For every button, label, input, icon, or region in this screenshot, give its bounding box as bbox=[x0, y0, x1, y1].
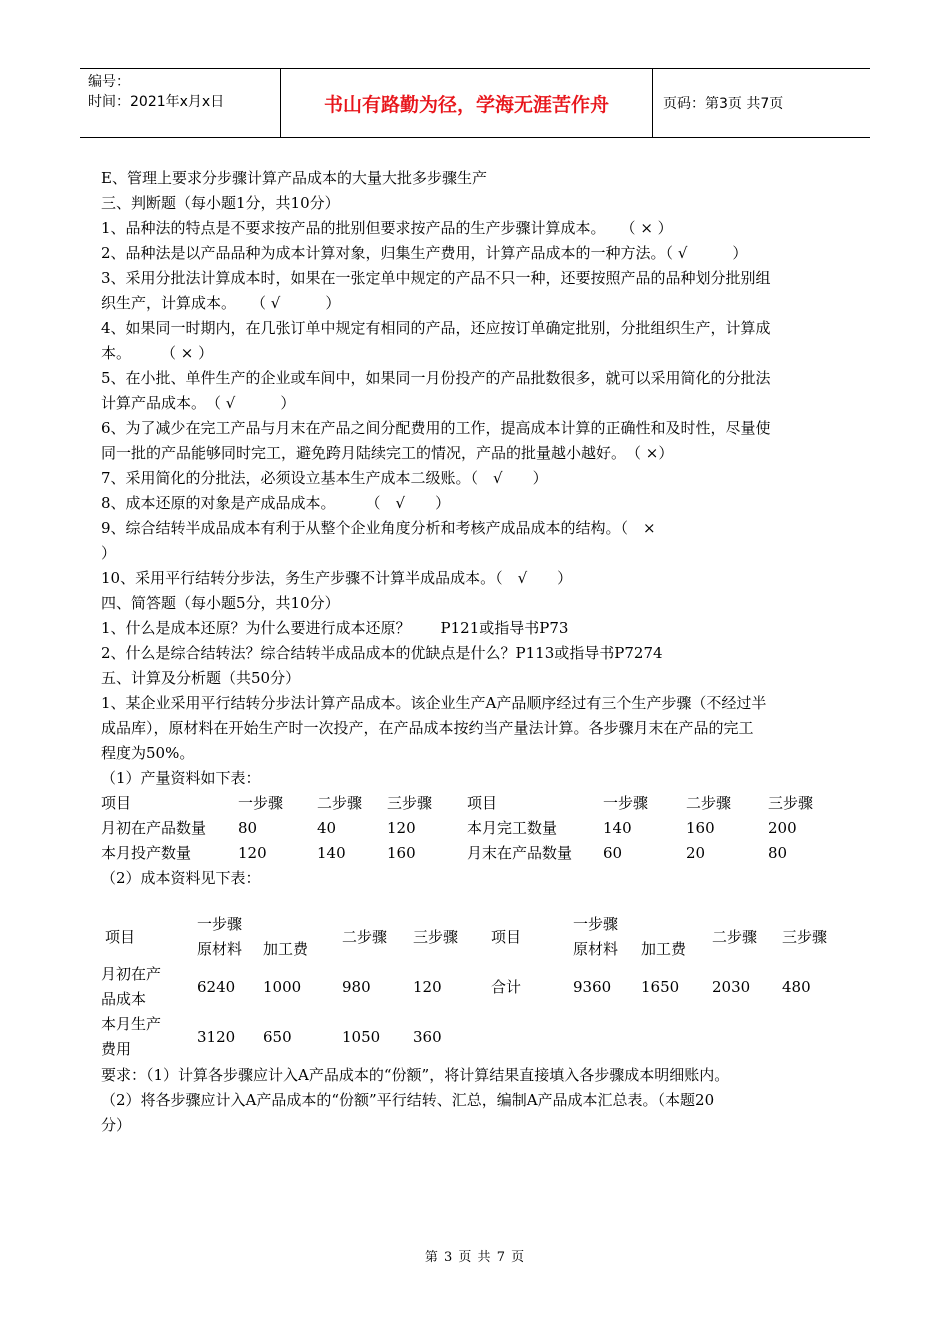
page-header bbox=[80, 68, 870, 138]
qty-cell: 40 bbox=[317, 819, 337, 837]
qty-header-cell: 二步骤 bbox=[686, 794, 732, 812]
cost-total-cell: 9360 bbox=[573, 978, 612, 996]
header-left bbox=[80, 69, 280, 137]
qty-cell: 160 bbox=[686, 819, 715, 837]
cost-header-material2: 原材料 bbox=[573, 940, 619, 958]
cost-header-material: 原材料 bbox=[197, 940, 243, 958]
requirement-line: 分） bbox=[101, 1116, 132, 1134]
text-line: 同一批的产品能够同时完工，避免跨月陆续完工的情况，产品的批量越小越好。 （ ×） bbox=[101, 444, 674, 462]
qty-cell: 20 bbox=[686, 844, 706, 862]
qty-header-cell: 三步骤 bbox=[768, 794, 814, 812]
cost-header-step2b: 二步骤 bbox=[712, 928, 758, 946]
text-line: E、管理上要求分步骤计算产品成本的大量大批多步骤生产 bbox=[101, 169, 487, 187]
text-line: （1）产量资料如下表： bbox=[101, 769, 261, 787]
qty-header-cell: 项目 bbox=[467, 794, 498, 812]
cost-row1-label: 品成本 bbox=[101, 990, 147, 1008]
header-motto: 书山有路勤为径，学海无涯苦作舟 bbox=[280, 69, 653, 137]
qty-header-cell: 二步骤 bbox=[317, 794, 363, 812]
cost-cell: 650 bbox=[263, 1028, 292, 1046]
qty-cell: 80 bbox=[768, 844, 788, 862]
cost-row2-label: 本月生产 bbox=[101, 1015, 162, 1033]
cost-cell: 1000 bbox=[263, 978, 302, 996]
quantity-table-header bbox=[101, 791, 851, 816]
text-line: 5、在小批、单件生产的企业或车间中，如果同一月份投产的产品批数很多，就可以采用简化的分批法 bbox=[101, 369, 771, 387]
text-line: 三、判断题（每小题1分，共10分） bbox=[101, 194, 340, 212]
text-line: 7、采用简化的分批法，必须设立基本生产成本二级账。（ √ ） bbox=[101, 469, 548, 487]
qty-cell: 120 bbox=[387, 819, 416, 837]
cost-header-item: 项目 bbox=[105, 928, 136, 946]
cost-row1-label: 月初在产 bbox=[101, 965, 162, 983]
cost-header-step1b: 一步骤 bbox=[573, 915, 619, 933]
qty-cell: 月末在产品数量 bbox=[467, 844, 573, 862]
page-footer: 第 3 页 共 7 页 bbox=[424, 1250, 526, 1265]
text-line: 2、品种法是以产品品种为成本计算对象，归集生产费用，计算产品成本的一种方法。（ √ ） bbox=[101, 244, 748, 262]
text-line: 程度为50%。 bbox=[101, 744, 195, 762]
header-page-label: 页码：第3页 共7页 bbox=[663, 96, 784, 112]
cost-header-step2: 二步骤 bbox=[342, 928, 388, 946]
quantity-table bbox=[101, 791, 851, 866]
cost-header-process: 加工费 bbox=[263, 940, 309, 958]
text-line: 3、采用分批法计算成本时，如果在一张定单中规定的产品不只一种，还要按照产品的品种划分批别组 bbox=[101, 269, 771, 287]
cost-cell: 1050 bbox=[342, 1028, 381, 1046]
text-line: 2、什么是综合结转法？综合结转半成品成本的优缺点是什么？P113或指导书P7274 bbox=[101, 644, 663, 662]
cost-table-caption: （2）成本资料见下表： bbox=[101, 869, 261, 887]
cost-header-item2: 项目 bbox=[491, 928, 522, 946]
document-number-label: 编号： bbox=[88, 74, 130, 90]
cost-cell: 120 bbox=[413, 978, 442, 996]
qty-header-cell: 一步骤 bbox=[238, 794, 284, 812]
cost-header-step3b: 三步骤 bbox=[782, 928, 828, 946]
text-lines bbox=[101, 166, 851, 791]
qty-cell: 120 bbox=[238, 844, 267, 862]
cost-row2-label: 费用 bbox=[101, 1040, 132, 1058]
document-body bbox=[101, 166, 851, 1138]
text-line: 1、某企业采用平行结转分步法计算产品成本。该企业生产A产品顺序经过有三个生产步骤（不经过半 bbox=[101, 694, 767, 712]
text-line: 6、为了减少在完工产品与月末在产品之间分配费用的工作，提高成本计算的正确性和及时性，尽量使 bbox=[101, 419, 771, 437]
cost-total-cell: 1650 bbox=[641, 978, 680, 996]
text-line: 10、采用平行结转分步法，务生产步骤不计算半成品成本。（ √ ） bbox=[101, 569, 573, 587]
text-line: 五、计算及分析题（共50分） bbox=[101, 669, 301, 687]
cost-table bbox=[101, 891, 851, 1058]
qty-header-cell: 一步骤 bbox=[603, 794, 649, 812]
cost-cell: 980 bbox=[342, 978, 371, 996]
requirement-line: 要求：（1）计算各步骤应计入A产品成本的“份额”，将计算结果直接填入各步骤成本明细账内。 bbox=[101, 1066, 730, 1084]
cost-cell: 6240 bbox=[197, 978, 236, 996]
text-line: ） bbox=[101, 544, 117, 562]
cost-total-cell: 2030 bbox=[712, 978, 751, 996]
qty-cell: 本月完工数量 bbox=[467, 819, 558, 837]
qty-cell: 本月投产数量 bbox=[101, 844, 192, 862]
cost-header-process2: 加工费 bbox=[641, 940, 687, 958]
document-time-label: 时间：2021年x月x日 bbox=[88, 94, 225, 110]
cost-cell: 3120 bbox=[197, 1028, 236, 1046]
text-line: 1、什么是成本还原？为什么要进行成本还原？ P121或指导书P73 bbox=[101, 619, 569, 637]
quantity-table-row bbox=[101, 841, 851, 866]
text-line: 1、品种法的特点是不要求按产品的批别但要求按产品的生产步骤计算成本。 （ × ） bbox=[101, 219, 673, 237]
cost-total-label: 合计 bbox=[491, 978, 522, 996]
qty-cell: 140 bbox=[603, 819, 632, 837]
cost-total-cell: 480 bbox=[782, 978, 811, 996]
text-line: 本。 （ × ） bbox=[101, 344, 214, 362]
qty-cell: 200 bbox=[768, 819, 797, 837]
quantity-table-row bbox=[101, 816, 851, 841]
cost-cell: 360 bbox=[413, 1028, 442, 1046]
text-line: 8、成本还原的对象是产成品成本。 （ √ ） bbox=[101, 494, 451, 512]
qty-cell: 60 bbox=[603, 844, 623, 862]
text-line: 成品库），原材料在开始生产时一次投产，在产品成本按约当产量法计算。各步骤月末在产品的完工 bbox=[101, 719, 754, 737]
text-line: 9、综合结转半成品成本有利于从整个企业角度分析和考核产成品成本的结构。（ × bbox=[101, 519, 656, 537]
qty-header-cell: 项目 bbox=[101, 794, 132, 812]
text-line: 4、如果同一时期内，在几张订单中规定有相同的产品，还应按订单确定批别，分批组织生产，计算成 bbox=[101, 319, 771, 337]
text-line: 四、简答题（每小题5分，共10分） bbox=[101, 594, 340, 612]
cost-header-step3: 三步骤 bbox=[413, 928, 459, 946]
qty-cell: 160 bbox=[387, 844, 416, 862]
cost-header-step1: 一步骤 bbox=[197, 915, 243, 933]
qty-cell: 80 bbox=[238, 819, 258, 837]
text-line: 织生产，计算成本。 （ √ ） bbox=[101, 294, 341, 312]
text-line: 计算产品成本。 （ √ ） bbox=[101, 394, 296, 412]
qty-header-cell: 三步骤 bbox=[387, 794, 433, 812]
requirement-line: （2）将各步骤应计入A产品成本的“份额”平行结转、汇总，编制A产品成本汇总表。（本题20 bbox=[101, 1091, 715, 1109]
qty-cell: 月初在产品数量 bbox=[101, 819, 207, 837]
qty-cell: 140 bbox=[317, 844, 346, 862]
